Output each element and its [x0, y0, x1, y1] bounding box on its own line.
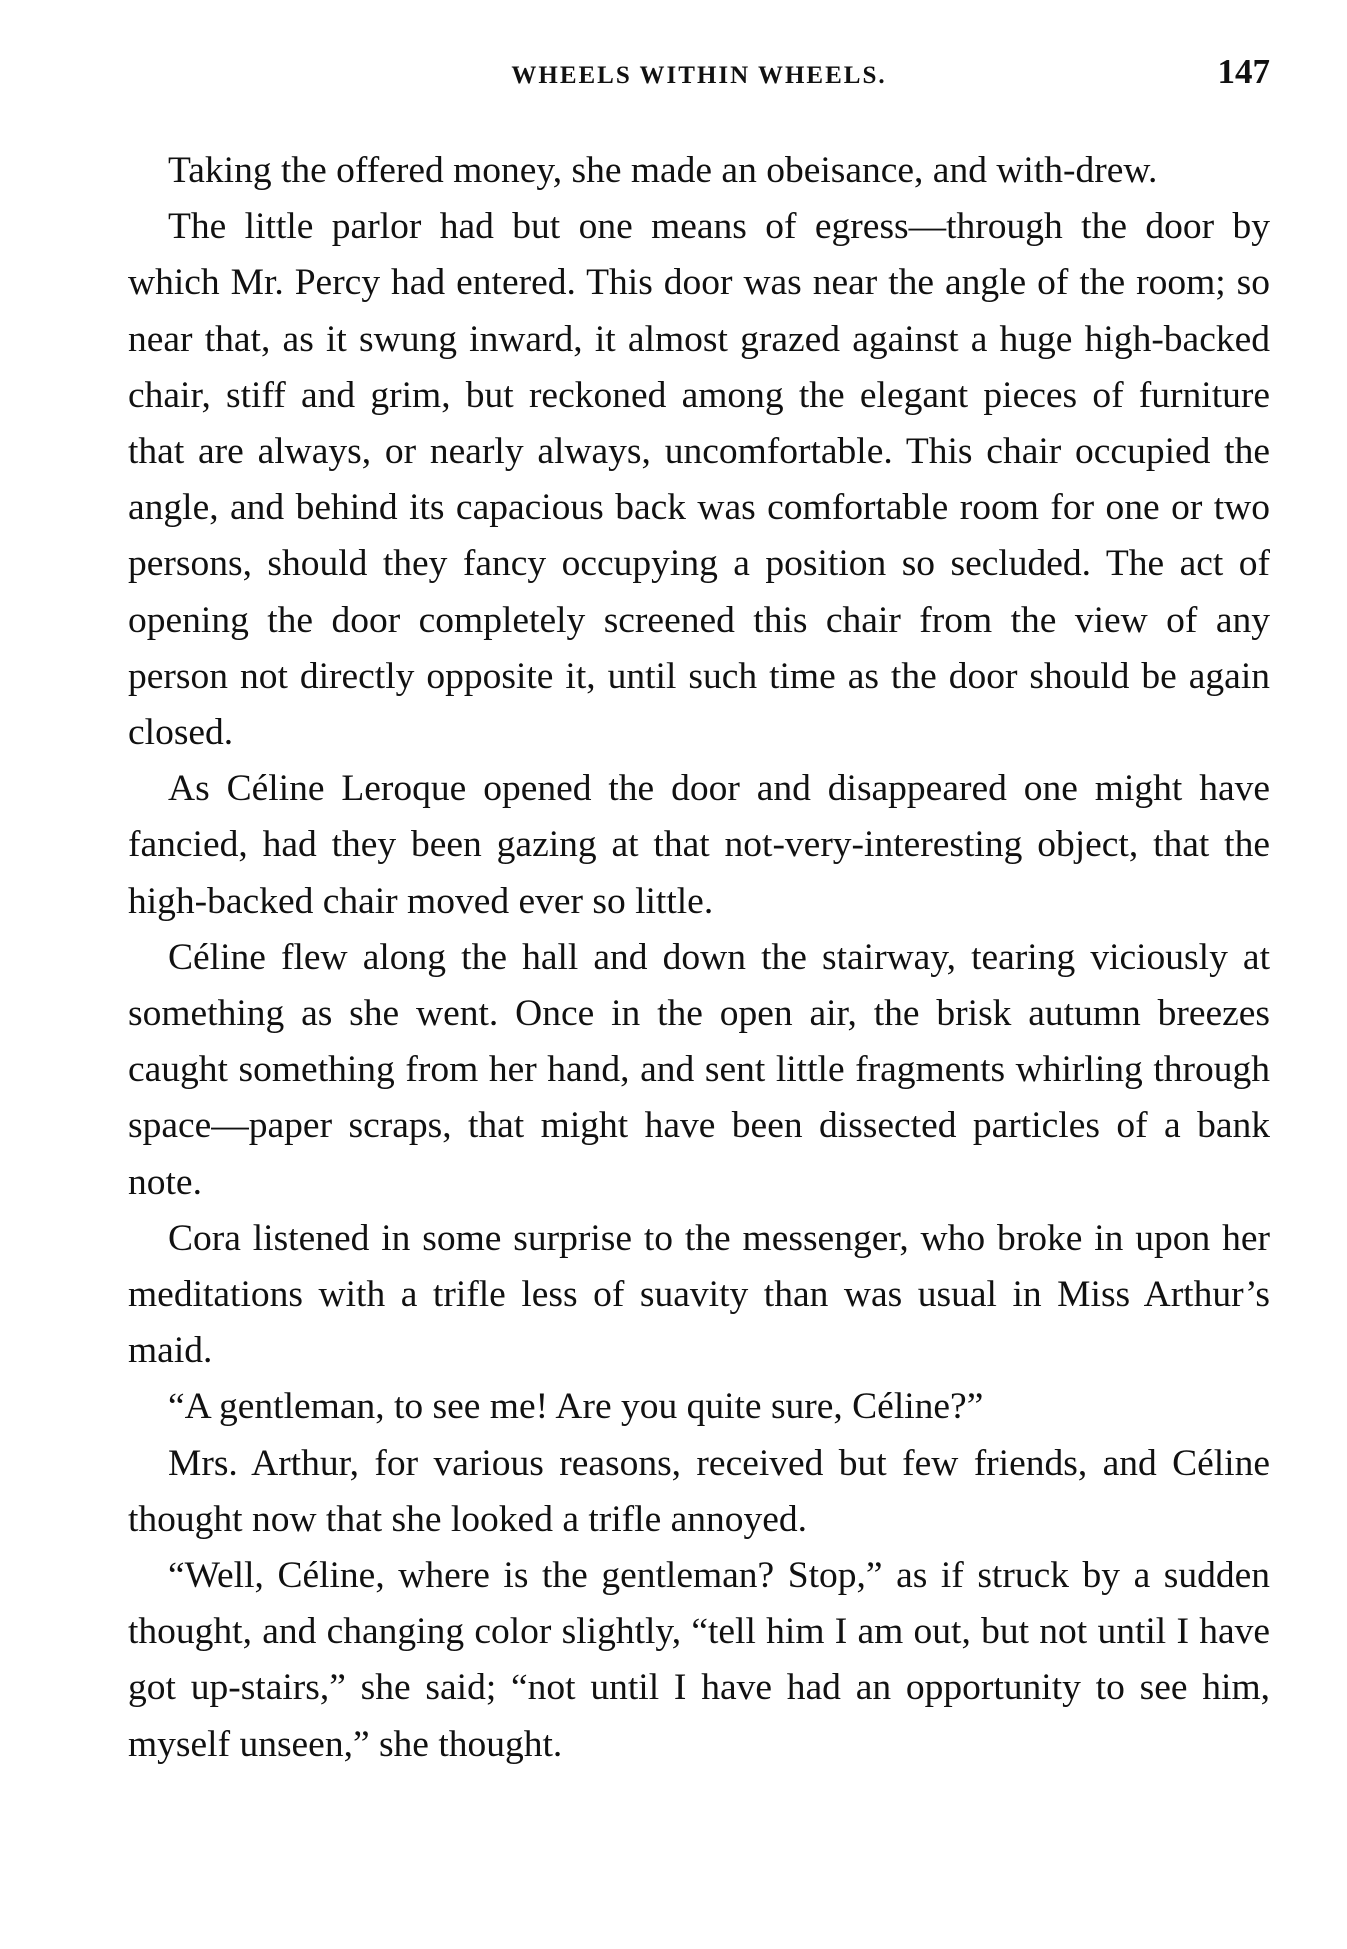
- paragraph-1: Taking the offered money, she made an obeisance, and with-drew.: [168, 150, 1158, 191]
- paragraph-8: “Well, Céline, where is the gentleman? Stop,” as if struck by a sudden thought, and changing color slightly, “tell him I am out, but not until I have got up-stairs,” she said; “not until I have had an opportunity to see him, myself unseen,” she thought.: [128, 1555, 1270, 1765]
- paragraph-7: Mrs. Arthur, for various reasons, received but few friends, and Céline thought now that she looked a trifle annoyed.: [128, 1442, 1270, 1540]
- page-number: 147: [1217, 52, 1270, 91]
- running-head: [128, 52, 1270, 112]
- paragraph-2: The little parlor had but one means of egress—through the door by which Mr. Percy had entered. This door was near the angle of the room; so near that, as it swung inward, it almost grazed against a huge high-backed chair, stiff and grim, but reckoned among the elegant pieces of furniture that are always, or nearly always, uncomfortable. This chair occupied the angle, and behind its capacious back was comfortable room for one or two persons, should they fancy occupying a position so secluded. The act of opening the door completely screened this chair from the view of any person not directly opposite it, until such time as the door should be again closed.: [128, 206, 1270, 754]
- body-text: [128, 143, 1270, 1773]
- paragraph-4: Céline flew along the hall and down the stairway, tearing viciously at something as she went. Once in the open air, the brisk autumn breezes caught something from her hand, and sent little fragments whirling through space—paper scraps, that might have been dissected particles of a bank note.: [128, 936, 1270, 1203]
- paragraph-5: Cora listened in some surprise to the messenger, who broke in upon her meditations with a trifle less of suavity than was usual in Miss Arthur’s maid.: [128, 1217, 1270, 1372]
- paragraph-3: As Céline Leroque opened the door and disappeared one might have fancied, had they been gazing at that not-very-interesting object, that the high-backed chair moved ever so little.: [128, 768, 1270, 922]
- running-title: WHEELS WITHIN WHEELS.: [511, 62, 887, 89]
- paragraph-6: “A gentleman, to see me! Are you quite sure, Céline?”: [168, 1386, 984, 1428]
